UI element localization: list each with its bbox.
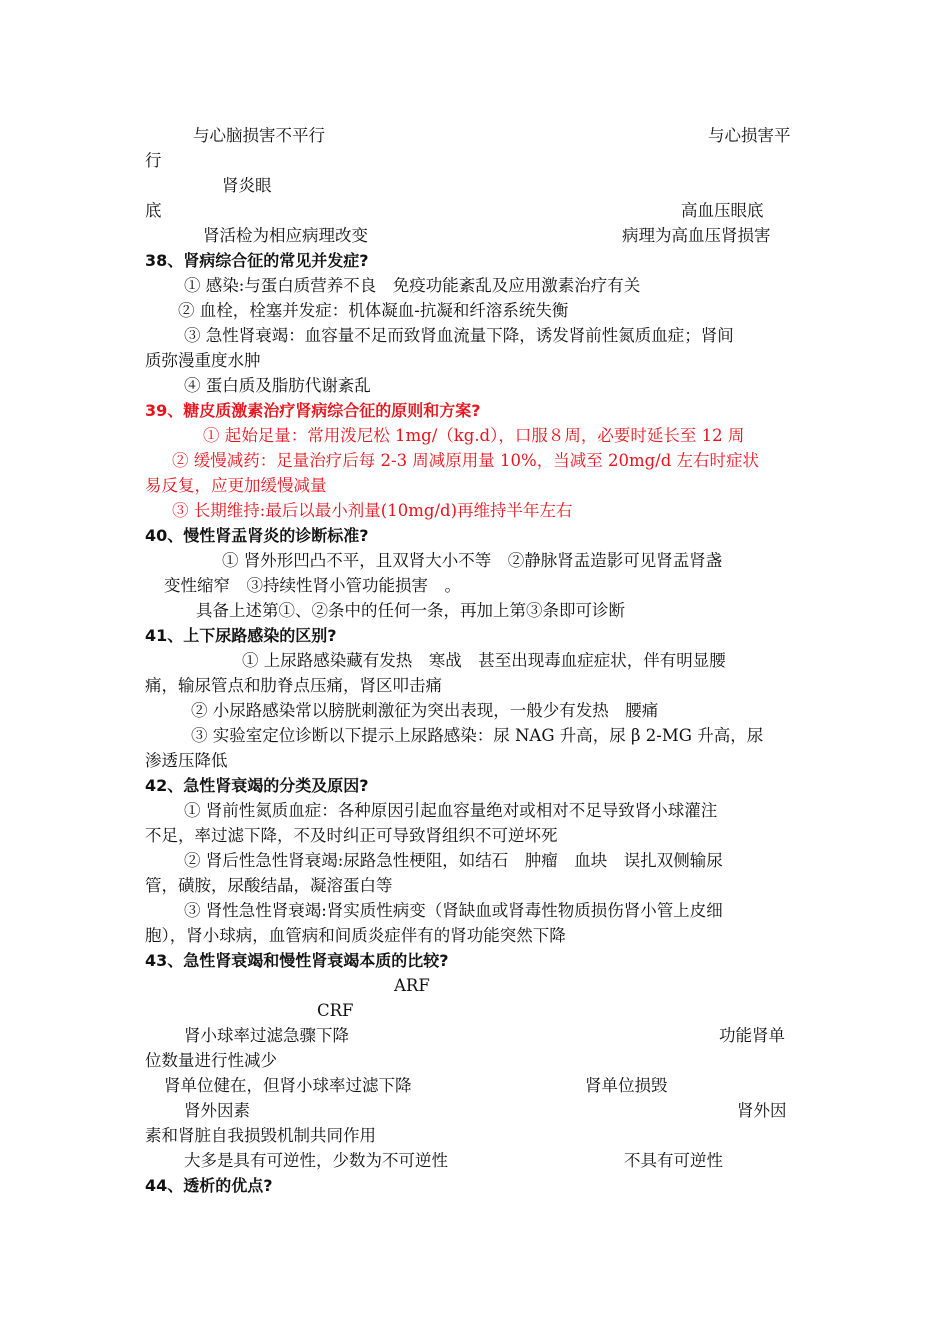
q40-heading: 40、慢性肾盂肾炎的诊断标准?	[145, 526, 369, 545]
q43-row2-right: 肾单位损毁	[585, 1076, 668, 1095]
q40-item-2: 具备上述第①、②条中的任何一条，再加上第③条即可诊断	[196, 601, 625, 620]
q41-item-1: ① 上尿路感染藏有发热 寒战 甚至出现毒血症症状，伴有明显腰	[242, 651, 726, 670]
intro-row1-right: 与心损害平	[708, 126, 791, 145]
q43-col-crf: CRF	[317, 1001, 354, 1020]
intro-row1-left: 与心脑损害不平行	[193, 126, 325, 145]
q43-row4-left: 大多是具有可逆性，少数为不可逆性	[184, 1151, 448, 1170]
q39-item-2: ② 缓慢减药：足量治疗后每 2-3 周减原用量 10%，当减至 20mg/d 左右时症状	[172, 451, 760, 470]
q42-item-2: ② 肾后性急性肾衰竭:尿路急性梗阻，如结石 肿瘤 血块 误扎双侧输尿	[184, 851, 723, 870]
q41-item-3: ③ 实验室定位诊断以下提示上尿路感染：尿 NAG 升高，尿 β 2-MG 升高，尿	[191, 726, 764, 745]
q41-heading: 41、上下尿路感染的区别?	[145, 626, 337, 645]
intro-row2-right: 高血压眼底	[681, 201, 764, 220]
q39-item-1: ① 起始足量：常用泼尼松 1mg/（kg.d），口服８周，必要时延长至 12 周	[203, 426, 745, 445]
q39-item-2-cont: 易反复，应更加缓慢减量	[145, 476, 327, 495]
q43-row1-wrap: 位数量进行性减少	[145, 1051, 277, 1070]
intro-row3-left: 肾活检为相应病理改变	[203, 226, 368, 245]
q38-item-3-cont: 质弥漫重度水肿	[145, 351, 261, 370]
q44-heading: 44、透析的优点?	[145, 1176, 273, 1195]
q41-item-2: ② 小尿路感染常以膀胱刺激征为突出表现，一般少有发热 腰痛	[191, 701, 659, 720]
q41-item-1-cont: 痛，输尿管点和肋脊点压痛，肾区叩击痛	[145, 676, 442, 695]
q40-item-1: ① 肾外形凹凸不平，且双肾大小不等 ②静脉肾盂造影可见肾盂肾盏	[222, 551, 723, 570]
q43-row1-left: 肾小球率过滤急骤下降	[184, 1026, 349, 1045]
q38-item-2: ② 血栓，栓塞并发症：机体凝血-抗凝和纤溶系统失衡	[178, 301, 569, 320]
q42-heading: 42、急性肾衰竭的分类及原因?	[145, 776, 369, 795]
q43-row3-left: 肾外因素	[184, 1101, 250, 1120]
q38-heading: 38、肾病综合征的常见并发症?	[145, 251, 369, 270]
q41-item-3-cont: 渗透压降低	[145, 751, 228, 770]
q38-item-1: ① 感染:与蛋白质营养不良 免疫功能紊乱及应用激素治疗有关	[184, 276, 641, 295]
q42-item-3: ③ 肾性急性肾衰竭:肾实质性病变（肾缺血或肾毒性物质损伤肾小管上皮细	[184, 901, 723, 920]
q43-row4-right: 不具有可逆性	[624, 1151, 723, 1170]
q42-item-1-cont: 不足，率过滤下降，不及时纠正可导致肾组织不可逆坏死	[145, 826, 558, 845]
intro-row3-right: 病理为高血压肾损害	[622, 226, 771, 245]
q43-row3-wrap: 素和肾脏自我损毁机制共同作用	[145, 1126, 376, 1145]
intro-row2-wrap: 底	[145, 201, 162, 220]
q39-heading: 39、糖皮质激素治疗肾病综合征的原则和方案?	[145, 401, 481, 420]
q40-item-1-cont: 变性缩窄 ③持续性肾小管功能损害 。	[164, 576, 461, 595]
q43-row2-left: 肾单位健在，但肾小球率过滤下降	[164, 1076, 412, 1095]
q43-row3-right: 肾外因	[737, 1101, 787, 1120]
q38-item-4: ④ 蛋白质及脂肪代谢紊乱	[184, 376, 371, 395]
q43-col-arf: ARF	[394, 976, 430, 995]
intro-row1-wrap: 行	[145, 151, 162, 170]
q38-item-3: ③ 急性肾衰竭：血容量不足而致肾血流量下降，诱发肾前性氮质血症；肾间	[184, 326, 734, 345]
intro-row2-left: 肾炎眼	[222, 176, 272, 195]
q42-item-3-cont: 胞），肾小球病，血管病和间质炎症伴有的肾功能突然下降	[145, 926, 566, 945]
q42-item-1: ① 肾前性氮质血症：各种原因引起血容量绝对或相对不足导致肾小球灌注	[184, 801, 718, 820]
q42-item-2-cont: 管，磺胺，尿酸结晶，凝溶蛋白等	[145, 876, 393, 895]
q43-heading: 43、急性肾衰竭和慢性肾衰竭本质的比较?	[145, 951, 449, 970]
q39-item-3: ③ 长期维持:最后以最小剂量(10mg/d)再维持半年左右	[172, 501, 573, 520]
q43-row1-right: 功能肾单	[719, 1026, 785, 1045]
